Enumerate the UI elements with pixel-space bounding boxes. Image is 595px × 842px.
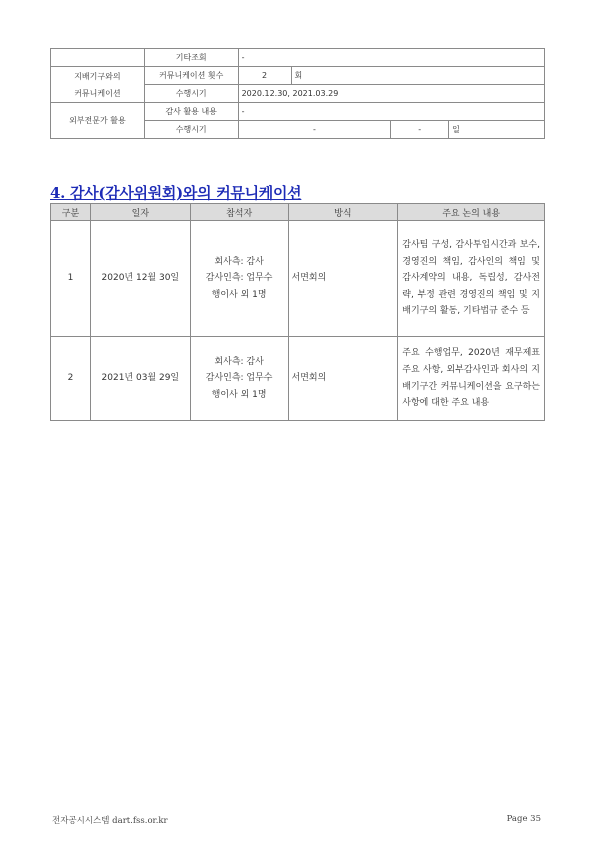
row-no: 1 — [51, 221, 91, 337]
etc-value: - — [238, 49, 544, 67]
audit-content-value: - — [238, 103, 544, 121]
table-row — [51, 103, 545, 121]
comm-count-value: 2 — [238, 67, 291, 85]
row-topics: 감사팀 구성, 감사투입시간과 보수, 경영진의 책임, 감사인의 책임 및 감사계약의 내용, 독립성, 감사전략, 부정 관련 경영진의 책임 및 지배기구의 활동, 기타법규 준수 등 — [398, 221, 545, 337]
row-method: 서면회의 — [288, 337, 398, 421]
header-topics: 주요 논의 내용 — [398, 204, 545, 221]
row-attendees: 회사측: 감사 감사인측: 업무수 행이사 외 1명 — [190, 221, 288, 337]
table-row — [51, 67, 545, 85]
row-method: 서면회의 — [288, 221, 398, 337]
communication-summary-table — [50, 48, 545, 139]
comm-count-label: 커뮤니케이션 횟수 — [144, 67, 238, 85]
table-header-row — [51, 204, 545, 221]
external-expert-label: 외부전문가 활용 — [51, 103, 145, 139]
footer-source: 전자공시시스템 dart.fss.or.kr — [52, 816, 168, 826]
table-row — [51, 337, 545, 421]
page-number: Page 35 — [506, 814, 541, 824]
comm-count-unit: 회 — [291, 67, 545, 85]
period-label: 수행시기 — [144, 85, 238, 103]
period2-dash: - — [391, 121, 449, 139]
audit-content-label: 감사 활용 내용 — [144, 103, 238, 121]
row-no: 2 — [51, 337, 91, 421]
table-row — [51, 49, 545, 67]
row-topics: 주요 수행업무, 2020년 재무제표 주요 사항, 외부감사인과 회사의 지배기구간 커뮤니케이션을 요구하는 사항에 대한 주요 내용 — [398, 337, 545, 421]
etc-label: 기타조회 — [144, 49, 238, 67]
row-attendees: 회사측: 감사 감사인측: 업무수 행이사 외 1명 — [190, 337, 288, 421]
header-no: 구분 — [51, 204, 91, 221]
audit-committee-meeting-table — [50, 203, 545, 421]
table-row — [51, 221, 545, 337]
header-date: 일자 — [90, 204, 190, 221]
period-value: 2020.12.30, 2021.03.29 — [238, 85, 544, 103]
row-date: 2021년 03월 29일 — [90, 337, 190, 421]
header-attendees: 참석자 — [190, 204, 288, 221]
period2-value: - — [238, 121, 391, 139]
governance-group-label: 지배기구와의 커뮤니케이션 — [51, 67, 145, 103]
section-heading: 4. 감사(감사위원회)와의 커뮤니케이션 — [50, 184, 302, 202]
period2-label: 수행시기 — [144, 121, 238, 139]
header-method: 방식 — [288, 204, 398, 221]
row-date: 2020년 12월 30일 — [90, 221, 190, 337]
period2-unit: 일 — [449, 121, 545, 139]
